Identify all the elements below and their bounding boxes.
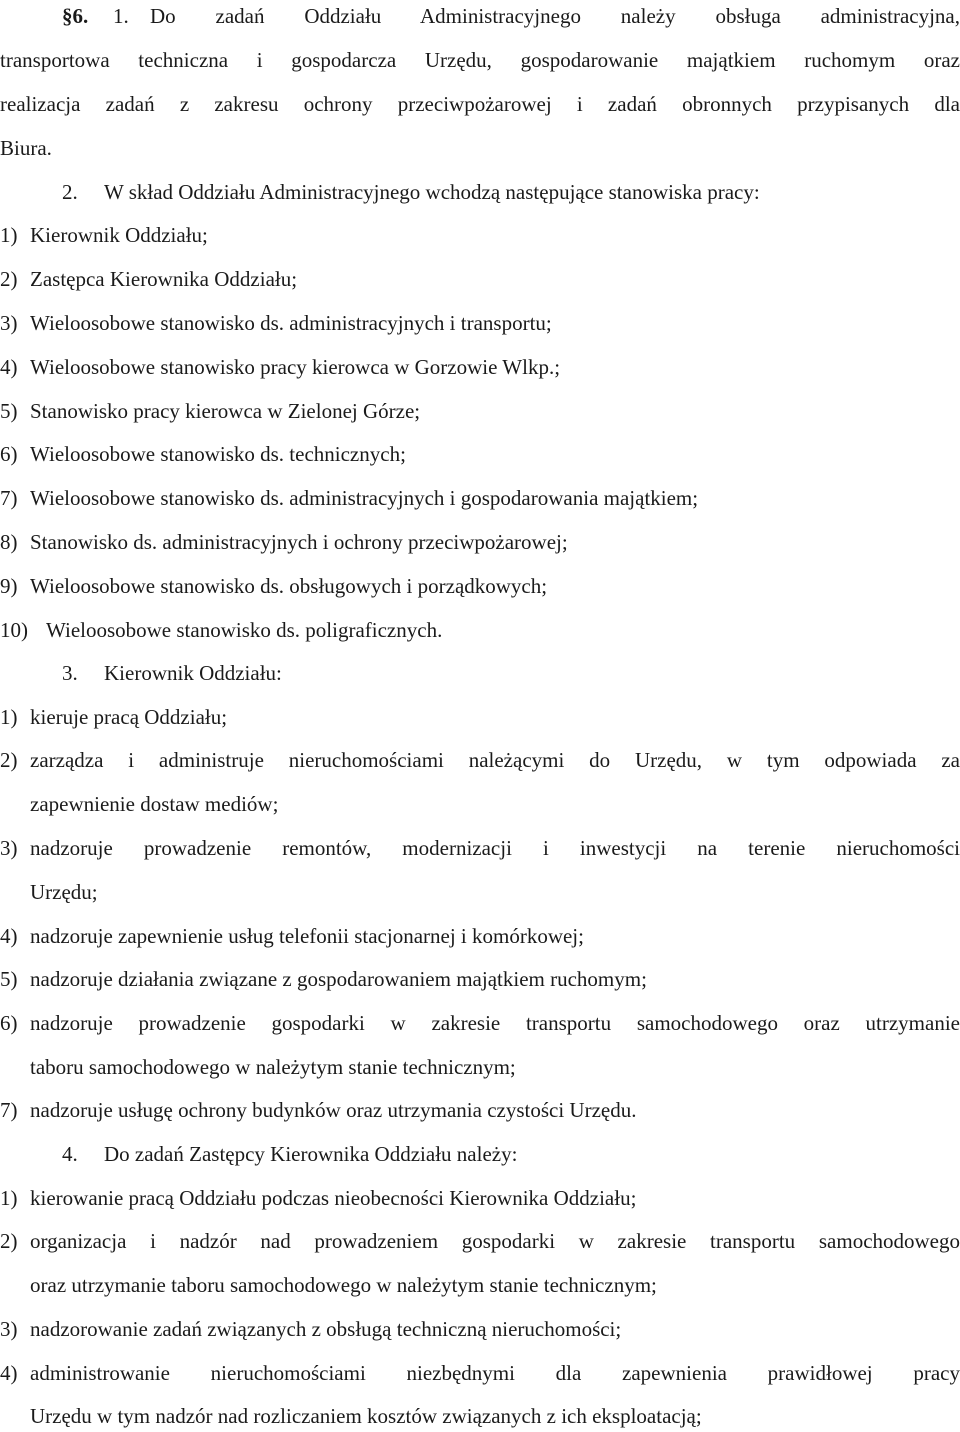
item-text: kierowanie pracą Oddziału podczas nieobecności Kierownika Oddziału; <box>30 1186 637 1210</box>
item-number: 1) <box>0 705 18 729</box>
item-number: 3) <box>0 311 18 335</box>
item-text: Wieloosobowe stanowisko ds. obsługowych i porządkowych; <box>30 574 548 598</box>
item-number: 9) <box>0 574 18 598</box>
item-number: 7) <box>0 1098 18 1122</box>
item-number: 5) <box>0 399 18 423</box>
item-text: nadzoruje zapewnienie usług telefonii stacjonarnej i komórkowej; <box>30 924 584 948</box>
item-text: Wieloosobowe stanowisko pracy kierowca w Gorzowie Wlkp.; <box>30 355 561 379</box>
item-continuation: zapewnienie dostaw mediów; <box>30 792 279 816</box>
item-continuation: taboru samochodowego w należytym stanie technicznym; <box>30 1055 516 1079</box>
item-number: 1) <box>0 223 18 247</box>
item-continuation: Urzędu; <box>30 880 98 904</box>
point-4-number: 4. <box>62 1142 78 1166</box>
point-1-number: 1. <box>113 4 129 28</box>
item-number: 4) <box>0 1361 18 1385</box>
item-number: 8) <box>0 530 18 554</box>
point-3-title: Kierownik Oddziału: <box>104 661 282 685</box>
item-text: Wieloosobowe stanowisko ds. poligraficznych. <box>46 618 443 642</box>
item-number: 3) <box>0 836 18 860</box>
item-text: Wieloosobowe stanowisko ds. administracyjnych i transportu; <box>30 311 552 335</box>
item-text: Stanowisko pracy kierowca w Zielonej Górze; <box>30 399 421 423</box>
item-text: nadzoruje prowadzenie remontów, modernizacji i inwestycji na terenie nieruchomości <box>30 836 960 860</box>
item-text: nadzoruje usługę ochrony budynków oraz utrzymania czystości Urzędu. <box>30 1098 637 1122</box>
item-number: 2) <box>0 1229 18 1253</box>
item-continuation: oraz utrzymanie taboru samochodowego w należytym stanie technicznym; <box>30 1273 657 1297</box>
item-text: zarządza i administruje nieruchomościami należącymi do Urzędu, w tym odpowiada za <box>30 748 960 772</box>
item-number: 2) <box>0 748 18 772</box>
item-number: 10) <box>0 618 28 642</box>
item-text: organizacja i nadzór nad prowadzeniem gospodarki w zakresie transportu samochodowego <box>30 1229 960 1253</box>
item-text: Zastępca Kierownika Oddziału; <box>30 267 298 291</box>
item-number: 6) <box>0 442 18 466</box>
paragraph-symbol: § <box>62 4 73 28</box>
item-number: 1) <box>0 1186 18 1210</box>
point-1-line-2: transportowa techniczna i gospodarcza Urzędu, gospodarowanie majątkiem ruchomym oraz <box>0 48 960 72</box>
item-text: Kierownik Oddziału; <box>30 223 208 247</box>
item-text: nadzoruje działania związane z gospodarowaniem majątkiem ruchomym; <box>30 967 647 991</box>
item-continuation: Urzędu w tym nadzór nad rozliczaniem kosztów związanych z ich eksploatacją; <box>30 1404 702 1428</box>
point-1-line-3: realizacja zadań z zakresu ochrony przeciwpożarowej i zadań obronnych przypisanych dla <box>0 92 960 116</box>
item-number: 4) <box>0 355 18 379</box>
item-number: 7) <box>0 486 18 510</box>
item-text: kieruje pracą Oddziału; <box>30 705 228 729</box>
item-text: Wieloosobowe stanowisko ds. technicznych; <box>30 442 406 466</box>
item-number: 4) <box>0 924 18 948</box>
item-text: nadzorowanie zadań związanych z obsługą techniczną nieruchomości; <box>30 1317 622 1341</box>
point-2-title: W skład Oddziału Administracyjnego wchodzą następujące stanowiska pracy: <box>104 180 760 204</box>
section-number <box>62 3 88 29</box>
point-1-line-1: Do zadań Oddziału Administracyjnego należy obsługa administracyjna, <box>150 4 960 28</box>
item-number: 2) <box>0 267 18 291</box>
point-4-title: Do zadań Zastępcy Kierownika Oddziału należy: <box>104 1142 518 1166</box>
item-number: 3) <box>0 1317 18 1341</box>
item-number: 6) <box>0 1011 18 1035</box>
item-text: administrowanie nieruchomościami niezbędnymi dla zapewnienia prawidłowej pracy <box>30 1361 960 1385</box>
item-text: nadzoruje prowadzenie gospodarki w zakresie transportu samochodowego oraz utrzymanie <box>30 1011 960 1035</box>
point-1-line-4: Biura. <box>0 136 52 160</box>
item-number: 5) <box>0 967 18 991</box>
point-3-number: 3. <box>62 661 78 685</box>
item-text: Stanowisko ds. administracyjnych i ochrony przeciwpożarowej; <box>30 530 568 554</box>
section-label: 6. <box>72 4 89 28</box>
point-2-number: 2. <box>62 180 78 204</box>
item-text: Wieloosobowe stanowisko ds. administracyjnych i gospodarowania majątkiem; <box>30 486 699 510</box>
